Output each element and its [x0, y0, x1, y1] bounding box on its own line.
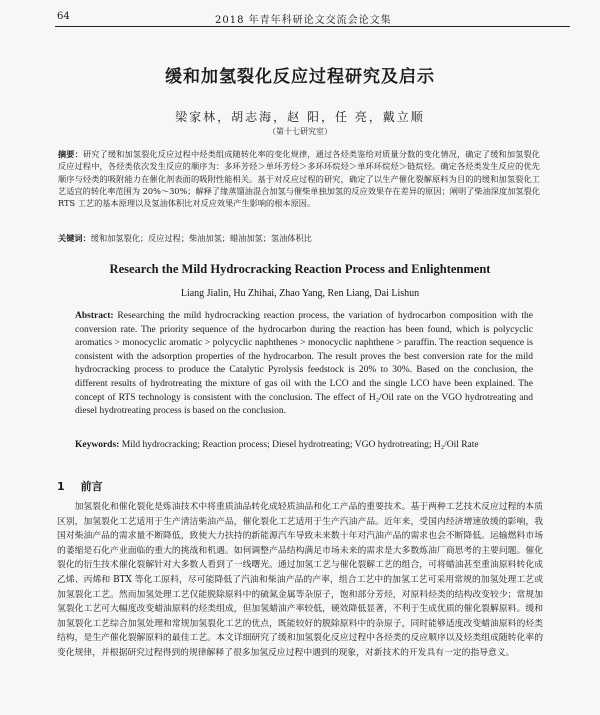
running-header [55, 8, 570, 27]
paper-title-en: Research the Mild Hydrocracking Reaction Process and Enlightenment [109, 262, 491, 276]
authors-en: Liang Jialin, Hu Zhihai, Zhao Yang, Ren Liang, Dai Lishun [180, 288, 420, 299]
section-number: 1 [57, 480, 65, 493]
affiliation-cn: （第十七研究室） [268, 127, 332, 136]
keywords-cn-text: 缓和加氢裂化；反应过程；柴油加氢；蜡油加氢；氢油体积比 [90, 233, 312, 243]
body-paragraph: 加氢裂化和催化裂化是炼油技术中将重质油品转化成轻质油品和化工产品的重要技术。基于两种工艺技术反应过程的本质区别，加氢裂化工艺适用于生产清洁柴油产品，催化裂化工艺适用于生产汽油产品。近年来，受国内经济增速放缓的影响，我国对柴油产品的需求量不断降低，致使大力扶持的新能源汽车导致未来数十年对汽油产品的需求也会不断降低。运输燃料市场的萎缩是石化产业面临的重大的挑战和机遇。如何调整产品结构满足市场未来的需求是大多数炼油厂商思考的主要问题。催化裂化的衍生技术催化裂解针对大多数人看到了一线曙光。通过加氢工艺与催化裂解工艺的组合，可将蜡油甚至重油原料转化成乙烯、丙烯和 BTX 等化工原料，尽可能降低了汽油和柴油产品的产率，组合工艺中的加氢工艺可采用常规的加氢处理工艺或加氢裂化工艺。然而加氢处理工艺仅能脱除原料中的硫氮金属等杂原子，饱和部分芳烃，对原料烃类的结构改变较少；常规加氢裂化工艺可大幅度改变蜡油原料的烃类组成，但加氢蜡油产率较低，硬效降低显著，不利于生成优质的催化裂解原料。缓和加氢裂化工艺综合加氢处理和常规加氢裂化工艺的优点，既能较好的脱除原料中的杂原子，同时能够适度改变蜡油原料的烃类结构，是生产催化裂解原料的最佳工艺。本文详细研究了缓和加氢裂化反应过程中各烃类的反应顺序以及烃类组成随转化率的变化规律，并根据研究过程得到的规律解释了很多加氢反应过程中遇到的现象，对新技术的开发具有一定的指导意义。 [57, 502, 543, 658]
abstract-en-text: Researching the mild hydrocracking reaction process, the variation of hydrocarbon composition with the conversion rate. The priority sequence of the hydrocarbon during the reaction has been found, which is polycyclic aromatics > monocyclic aromatic > polycyclic naphthenes > monocyclic naphthene > paraffin. The reaction sequence is consistent with the adsorption properties of the hydrocarbon. The result proves the best conversion rate for the mild hydrocracking process to produce the Catalytic Pyrolysis feedstock is 20% to 30%. Based on the conclusion, the different results of hydrotreating the mixture of gas oil with the LCO and the single LCO have been explained. The concept of RTS technology is consistent with the conclusion. The effect of H₂/Oil rate on the VGO hydrotreating and diesel hydrotreating process is based on the conclusion. [75, 311, 534, 417]
keywords-en-label: Keywords: [75, 440, 120, 450]
keywords-cn-label: 关键词： [58, 233, 91, 243]
section-heading [57, 478, 103, 494]
paper-title-cn: 缓和加氢裂化反应过程研究及启示 [165, 67, 435, 87]
abstract-en [75, 310, 533, 419]
authors-cn: 梁家林，胡志海，赵 阳，任 亮，戴立顺 [175, 110, 425, 124]
running-title: 2018 年青年科研论文交流会论文集 [215, 15, 392, 26]
abstract-cn-label: 摘要： [58, 149, 83, 159]
keywords-cn [58, 233, 540, 244]
abstract-en-label: Abstract: [75, 311, 114, 321]
abstract-cn-text: 研究了缓和加氢裂化反应过程中烃类组成随转化率的变化规律，通过各烃类鉴给对质量分数的变化情况，确定了缓和加氢裂化反应过程中，各烃类依次发生反应的顺序为：多环芳烃＞单环芳烃＞多环环烷烃＞单环环烷烃＞链烷烃。确定各烃类发生反应的优先顺序与烃类的吸附能力在催化剂表面的吸附性能相关。基于对反应过程的研究，确定了以生产催化裂解原料为目的的缓和加氢裂化工艺适宜的转化率范围为 20%～30%；解释了缘蒸馏油混合加氢与催柴单独加氢的反应效果存在差异的原因；阐明了柴油深度加氢裂化 RTS 工艺的基本原理以及氢油体积比对反应效果产生影响的根本原因。 [58, 149, 540, 209]
keywords-en-text: Mild hydrocracking; Reaction process; Diesel hydrotreating; VGO hydrotreating; H₂/Oil Rate [121, 440, 479, 450]
abstract-cn [58, 148, 540, 209]
keywords-en [75, 440, 533, 450]
section-title: 前言 [80, 480, 103, 493]
page-number: 64 [57, 11, 70, 22]
